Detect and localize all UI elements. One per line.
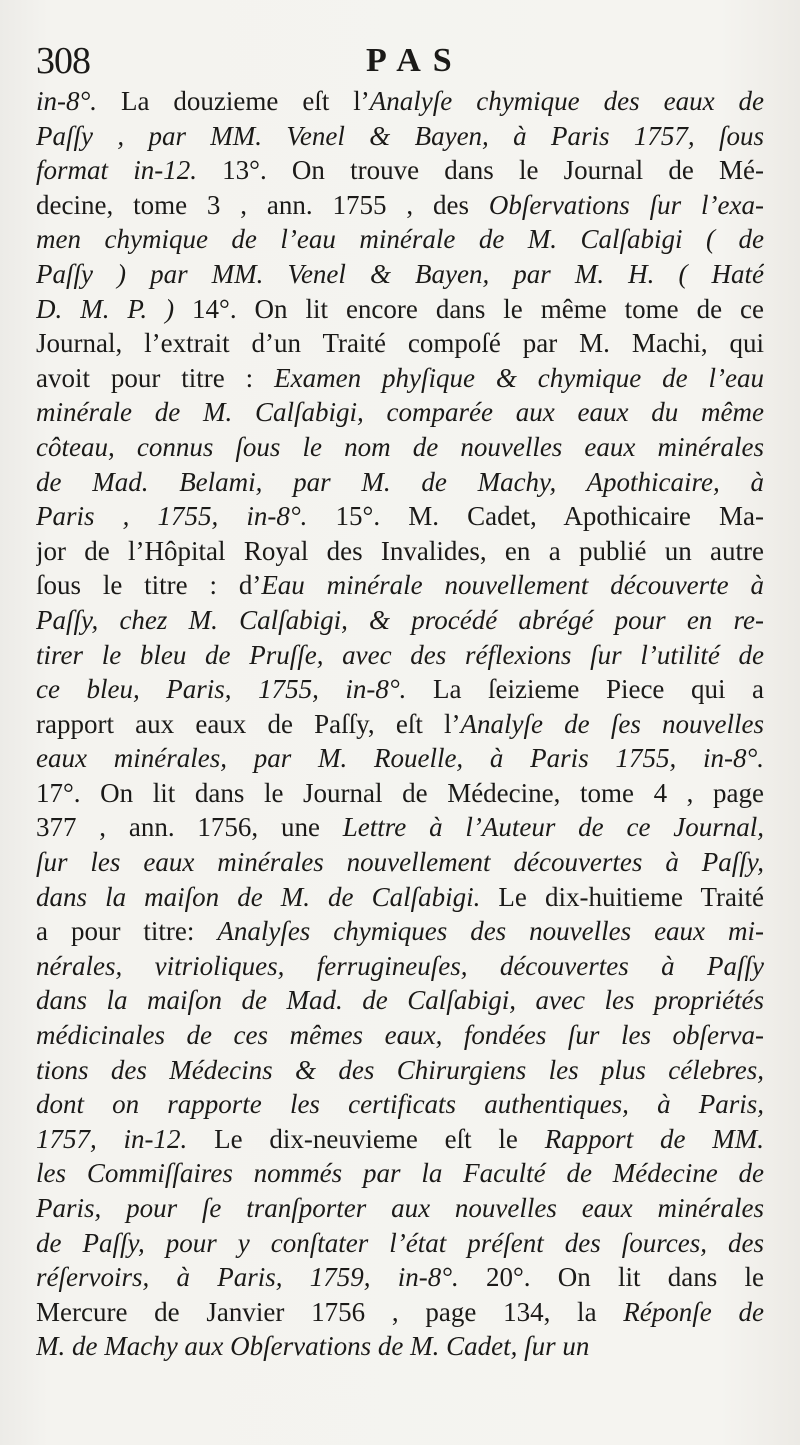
text-line	[36, 1018, 764, 1053]
running-head: PAS	[366, 42, 464, 79]
text-line	[36, 153, 764, 188]
italic-run: de Mad. Belami, par M. de Machy, Apothicaire, à	[36, 466, 764, 497]
text-line	[36, 465, 764, 500]
text-line	[36, 1122, 764, 1157]
roman-run: Le dix-neuvieme eſt le	[214, 1123, 545, 1154]
italic-run: Paris , 1755, in-8°.	[36, 501, 336, 532]
roman-run: 20°. On lit dans le	[486, 1262, 764, 1293]
italic-run: 1757, in-12.	[36, 1123, 215, 1154]
italic-run: ſur les eaux minérales nouvellement découvertes à Paſſy,	[36, 847, 764, 878]
italic-run: M. de Machy aux Obſervations de M. Cadet, ſur un	[36, 1331, 590, 1362]
text-line	[36, 84, 764, 119]
roman-run: Mercure de Janvier 1756 , page 134, la	[36, 1296, 624, 1327]
italic-run: médicinales de ces mêmes eaux, fondées ſur les obſerva-	[36, 1020, 764, 1051]
text-line	[36, 534, 764, 569]
text-line	[36, 1191, 764, 1226]
italic-run: Paris, pour ſe tranſporter aux nouvelles eaux minérales	[36, 1193, 764, 1223]
text-line	[36, 949, 764, 984]
italic-run: Obſervations ſur l’exa-	[488, 189, 764, 220]
roman-run: decine, tome 3 , ann. 1755 , des	[36, 189, 489, 220]
text-line	[36, 222, 764, 257]
text-line	[36, 1226, 764, 1261]
italic-run: eaux minérales, par M. Rouelle, à Paris 1755, in-8°.	[36, 743, 764, 774]
italic-run: Analyſes chymiques des nouvelles eaux mi-	[217, 916, 764, 947]
text-line	[36, 257, 764, 292]
italic-run: Réponſe de	[623, 1296, 764, 1327]
italic-run: tions des Médecins & des Chirurgiens les plus célebres,	[36, 1054, 764, 1085]
italic-run: nérales, vitrioliques, ferrugineuſes, découvertes à Paſſy	[36, 950, 764, 981]
italic-run: Paſſy ) par MM. Venel & Bayen, par M. H. ( Haté	[36, 258, 764, 289]
italic-run: in-8°.	[36, 86, 121, 116]
italic-run: Analyſe de ſes nouvelles	[460, 708, 764, 739]
text-line	[36, 1295, 764, 1330]
text-line	[36, 1260, 764, 1295]
italic-run: dont on rapporte les certificats authentiques, à Paris,	[36, 1089, 764, 1120]
text-line	[36, 776, 764, 811]
text-line	[36, 361, 764, 396]
text-line	[36, 1156, 764, 1191]
text-line	[36, 499, 764, 534]
italic-run: minérale de M. Calſabigi, comparée aux eaux du même	[36, 397, 764, 428]
roman-run: 377 , ann. 1756, une	[36, 812, 343, 843]
text-line	[36, 914, 764, 949]
italic-run: ce bleu, Paris, 1755, in-8°.	[36, 674, 433, 705]
text-line	[36, 292, 764, 327]
text-line	[36, 672, 764, 707]
page-number: 308	[36, 40, 90, 82]
italic-run: les Commiſſaires nommés par la Faculté de Médecine de	[36, 1158, 764, 1189]
roman-run: jor de l’Hôpital Royal des Invalides, en a publié un autre	[36, 535, 764, 566]
italic-run: Eau minérale nouvellement découverte à	[261, 570, 764, 601]
roman-run: 17°. On lit dans le Journal de Médecine, tome 4 , page	[36, 777, 764, 808]
italic-run: dans la maiſon de Mad. de Calſabigi, avec les propriétés	[36, 985, 764, 1016]
text-line	[36, 880, 764, 915]
italic-run: de Paſſy, pour y conſtater l’état préſent des ſources, des	[36, 1227, 764, 1258]
roman-run: La ſeizieme Piece qui a	[432, 674, 764, 705]
text-line	[36, 603, 764, 638]
body-text	[36, 84, 764, 1364]
italic-run: Examen phyſique & chymique de l’eau	[274, 362, 764, 393]
text-line	[36, 188, 764, 223]
italic-run: D. M. P. )	[36, 293, 193, 324]
text-line	[36, 1329, 764, 1364]
italic-run: Paſſy , par MM. Venel & Bayen, à Paris 1757, ſous	[36, 120, 764, 151]
text-line	[36, 810, 764, 845]
roman-run: ſous le titre : d’	[36, 570, 262, 601]
text-line	[36, 983, 764, 1018]
text-line	[36, 568, 764, 603]
text-line	[36, 1053, 764, 1088]
italic-run: côteau, connus ſous le nom de nouvelles eaux minérales	[36, 431, 764, 462]
roman-run: a pour titre:	[36, 916, 218, 947]
roman-run: avoit pour titre :	[36, 362, 275, 393]
page-header	[36, 38, 764, 84]
italic-run: dans la maiſon de M. de Calſabigi.	[36, 881, 499, 912]
text-line	[36, 395, 764, 430]
text-line	[36, 430, 764, 465]
italic-run: men chymique de l’eau minérale de M. Calſabigi ( de	[36, 224, 764, 255]
roman-run: La douzieme eſt l’	[121, 86, 370, 116]
italic-run: réſervoirs, à Paris, 1759, in-8°.	[36, 1262, 486, 1293]
italic-run: Lettre à l’Auteur de ce Journal,	[342, 812, 764, 843]
text-line	[36, 845, 764, 880]
roman-run: Le dix-huitieme Traité	[498, 881, 764, 912]
italic-run: tirer le bleu de Pruſſe, avec des réflexions ſur l’utilité de	[36, 639, 764, 670]
italic-run: Paſſy, chez M. Calſabigi, & procédé abrégé pour en re-	[36, 604, 764, 635]
roman-run: 15°. M. Cadet, Apothicaire Ma-	[335, 501, 764, 532]
italic-run: Rapport de MM.	[544, 1123, 764, 1154]
text-line	[36, 741, 764, 776]
italic-run: Analyſe chymique des eaux de	[369, 86, 764, 116]
text-line	[36, 119, 764, 154]
roman-run: Journal, l’extrait d’un Traité compoſé par M. Machi, qui	[36, 328, 764, 359]
roman-run: 14°. On lit encore dans le même tome de ce	[192, 293, 764, 324]
text-line	[36, 326, 764, 361]
roman-run: 13°. On trouve dans le Journal de Mé-	[222, 155, 764, 186]
text-line	[36, 1087, 764, 1122]
italic-run: format in-12.	[36, 155, 223, 186]
roman-run: rapport aux eaux de Paſſy, eſt l’	[36, 708, 461, 739]
text-line	[36, 707, 764, 742]
text-line	[36, 638, 764, 673]
